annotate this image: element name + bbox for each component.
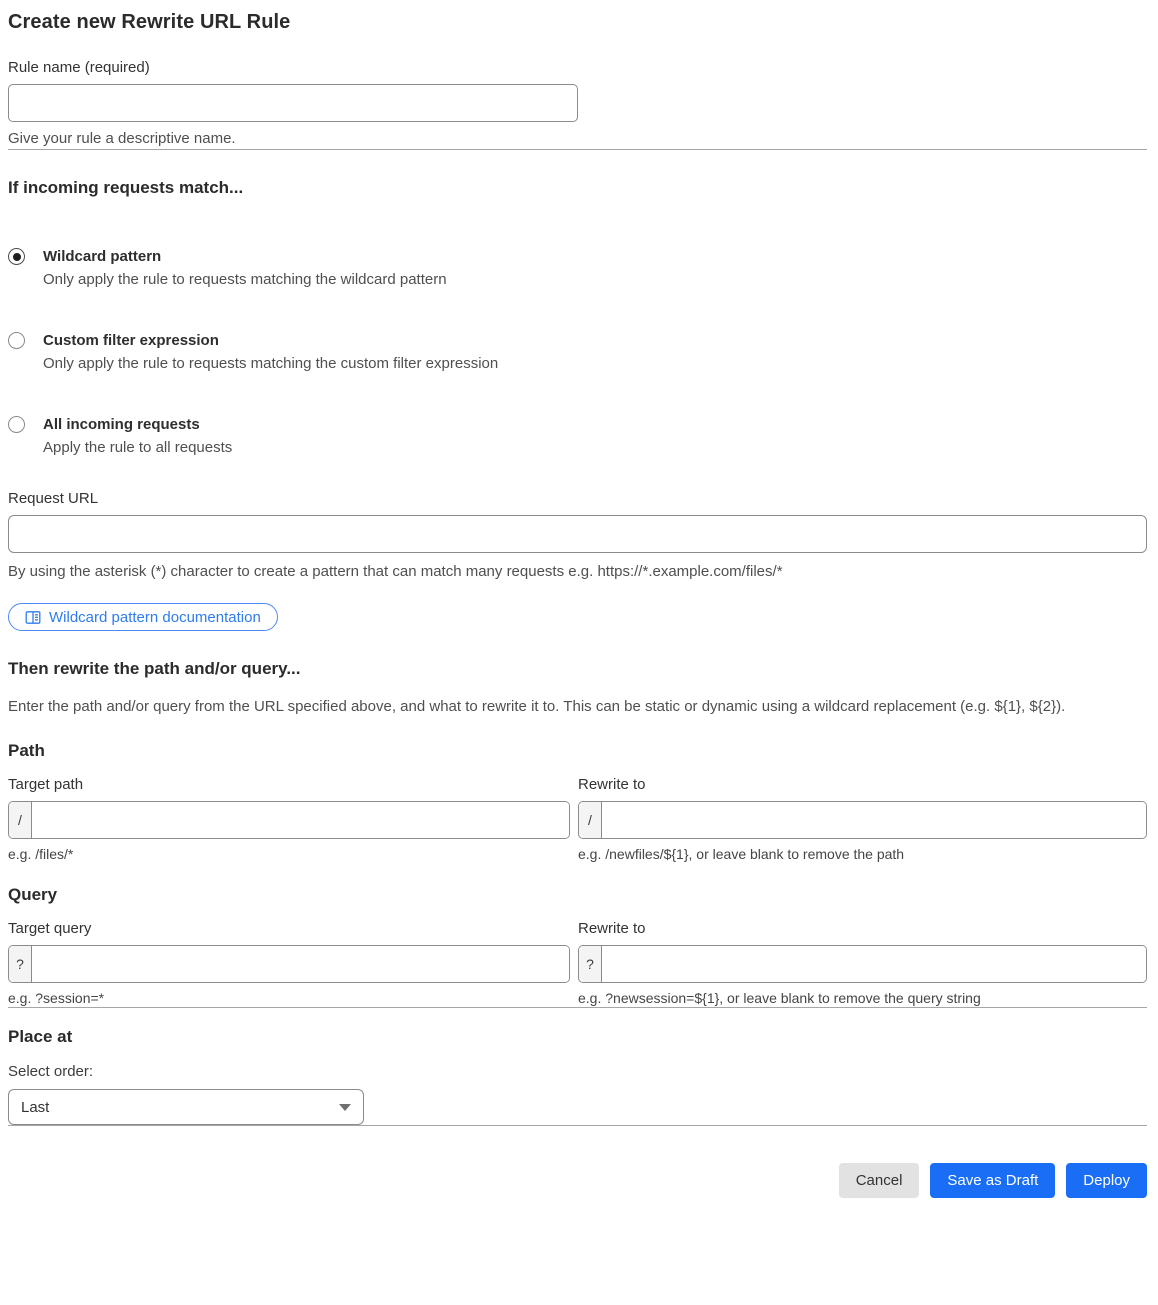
query-rewrite-to-label: Rewrite to	[578, 920, 646, 937]
target-query-helper: e.g. ?session=*	[8, 990, 105, 1006]
path-rewrite-input-group	[578, 801, 1147, 839]
radio-button-icon[interactable]	[8, 332, 25, 349]
query-prefix-addon: ?	[9, 946, 32, 982]
radio-button-icon[interactable]	[8, 416, 25, 433]
section-divider	[8, 149, 1147, 150]
path-rewrite-to-label: Rewrite to	[578, 776, 646, 793]
rule-name-helper: Give your rule a descriptive name.	[8, 130, 236, 147]
query-rewrite-helper: e.g. ?newsession=${1}, or leave blank to remove the query string	[578, 990, 981, 1006]
query-rewrite-input[interactable]	[602, 946, 1146, 982]
target-path-helper: e.g. /files/*	[8, 846, 74, 862]
footer-actions	[8, 1163, 1147, 1198]
radio-button-icon[interactable]	[8, 248, 25, 265]
wildcard-docs-button[interactable]	[8, 603, 278, 631]
section-divider	[8, 1125, 1147, 1126]
cancel-button[interactable]: Cancel	[839, 1163, 920, 1198]
request-url-input[interactable]	[8, 515, 1147, 553]
target-query-label: Target query	[8, 920, 92, 937]
target-path-input-group	[8, 801, 570, 839]
match-section-heading: If incoming requests match...	[8, 178, 244, 197]
rewrite-section-heading: Then rewrite the path and/or query...	[8, 659, 301, 678]
order-select-value: Last	[21, 1098, 50, 1116]
query-heading: Query	[8, 885, 58, 904]
query-prefix-addon: ?	[579, 946, 602, 982]
path-prefix-addon: /	[9, 802, 32, 838]
path-rewrite-helper: e.g. /newfiles/${1}, or leave blank to remove the path	[578, 846, 905, 862]
radio-label: Custom filter expression	[43, 332, 219, 349]
place-at-heading: Place at	[8, 1027, 73, 1046]
path-prefix-addon: /	[579, 802, 602, 838]
radio-label: All incoming requests	[43, 416, 200, 433]
path-fields-grid	[8, 763, 1147, 863]
radio-description: Only apply the rule to requests matching the custom filter expression	[43, 355, 499, 372]
request-url-helper: By using the asterisk (*) character to create a pattern that can match many requests e.g. https://*.example.com/files/*	[8, 563, 783, 580]
rule-name-label: Rule name (required)	[8, 59, 150, 76]
page-title: Create new Rewrite URL Rule	[8, 11, 291, 33]
radio-option-all-requests[interactable]	[8, 414, 1147, 458]
radio-option-custom-filter[interactable]	[8, 330, 1147, 374]
target-query-input[interactable]	[32, 946, 569, 982]
path-rewrite-input[interactable]	[602, 802, 1146, 838]
target-path-input[interactable]	[32, 802, 569, 838]
query-rewrite-input-group	[578, 945, 1147, 983]
rule-name-input[interactable]	[8, 84, 578, 122]
wildcard-docs-button-label: Wildcard pattern documentation	[49, 608, 261, 626]
target-query-input-group	[8, 945, 570, 983]
chevron-down-icon	[339, 1104, 351, 1111]
request-url-label: Request URL	[8, 490, 99, 507]
deploy-button[interactable]: Deploy	[1066, 1163, 1147, 1198]
order-select[interactable]	[8, 1089, 364, 1125]
save-as-draft-button[interactable]: Save as Draft	[930, 1163, 1055, 1198]
rewrite-section-description: Enter the path and/or query from the URL specified above, and what to rewrite it to. This can be static or dynamic using a wildcard replacement (e.g. ${1}, ${2}).	[8, 698, 1066, 715]
radio-description: Only apply the rule to requests matching the wildcard pattern	[43, 271, 447, 288]
path-heading: Path	[8, 741, 45, 760]
section-divider	[8, 1007, 1147, 1008]
target-path-label: Target path	[8, 776, 84, 793]
radio-option-wildcard-pattern[interactable]	[8, 246, 1147, 290]
radio-description: Apply the rule to all requests	[43, 439, 233, 456]
query-fields-grid	[8, 907, 1147, 1007]
book-icon	[25, 610, 41, 625]
select-order-label: Select order:	[8, 1063, 94, 1080]
radio-label: Wildcard pattern	[43, 248, 162, 265]
